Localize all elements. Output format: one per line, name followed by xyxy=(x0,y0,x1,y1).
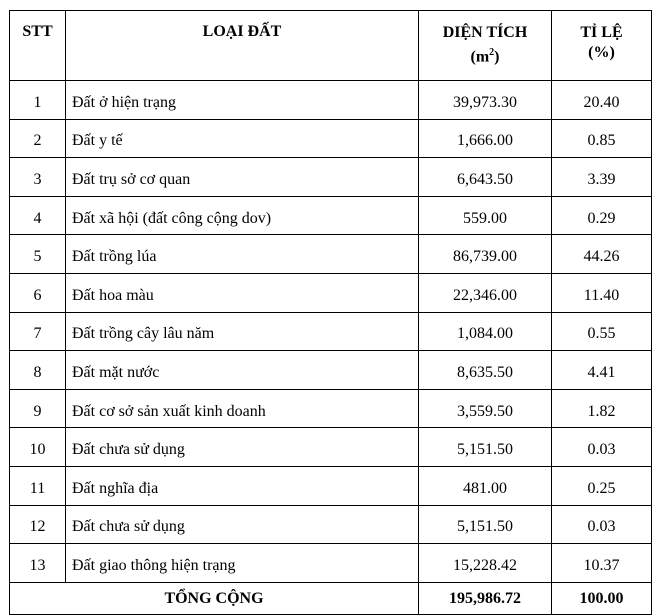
land-use-table-container xyxy=(9,10,649,615)
row-ti-le: 20.40 xyxy=(552,81,652,120)
row-ti-le: 0.55 xyxy=(552,312,652,351)
table-row xyxy=(10,158,652,197)
row-ti-le: 0.29 xyxy=(552,196,652,235)
table-row xyxy=(10,273,652,312)
header-loai-dat: LOẠI ĐẤT xyxy=(66,11,419,81)
row-loai-dat: Đất nghĩa địa xyxy=(66,466,419,505)
row-stt: 4 xyxy=(10,196,66,235)
unit-prefix: (m xyxy=(470,48,490,66)
table-row xyxy=(10,312,652,351)
row-loai-dat: Đất mặt nước xyxy=(66,351,419,390)
unit-suffix: ) xyxy=(494,48,500,66)
table-body xyxy=(10,81,652,583)
row-stt: 10 xyxy=(10,428,66,467)
row-dien-tich: 8,635.50 xyxy=(419,351,552,390)
row-loai-dat: Đất cơ sở sản xuất kinh doanh xyxy=(66,389,419,428)
table-row xyxy=(10,466,652,505)
row-dien-tich: 5,151.50 xyxy=(419,428,552,467)
row-dien-tich: 6,643.50 xyxy=(419,158,552,197)
row-stt: 8 xyxy=(10,351,66,390)
row-dien-tich: 5,151.50 xyxy=(419,505,552,544)
table-row xyxy=(10,119,652,158)
row-dien-tich: 481.00 xyxy=(419,466,552,505)
row-ti-le: 4.41 xyxy=(552,351,652,390)
header-ti-le-label: TỈ LỆ xyxy=(580,24,623,41)
table-row xyxy=(10,235,652,274)
header-stt: STT xyxy=(10,11,66,81)
row-dien-tich: 559.00 xyxy=(419,196,552,235)
row-stt: 6 xyxy=(10,273,66,312)
row-stt: 7 xyxy=(10,312,66,351)
row-loai-dat: Đất ở hiện trạng xyxy=(66,81,419,120)
table-row xyxy=(10,428,652,467)
row-dien-tich: 86,739.00 xyxy=(419,235,552,274)
row-loai-dat: Đất chưa sử dụng xyxy=(66,428,419,467)
row-stt: 13 xyxy=(10,544,66,583)
land-use-table xyxy=(9,10,652,615)
table-row xyxy=(10,81,652,120)
row-stt: 5 xyxy=(10,235,66,274)
row-dien-tich: 1,666.00 xyxy=(419,119,552,158)
row-loai-dat: Đất trụ sở cơ quan xyxy=(66,158,419,197)
header-dien-tich-unit xyxy=(419,43,551,67)
table-row xyxy=(10,351,652,390)
header-ti-le-unit: (%) xyxy=(588,44,615,61)
header-ti-le xyxy=(552,11,652,81)
row-ti-le: 0.03 xyxy=(552,428,652,467)
row-stt: 9 xyxy=(10,389,66,428)
row-stt: 2 xyxy=(10,119,66,158)
row-ti-le: 0.03 xyxy=(552,505,652,544)
table-row xyxy=(10,544,652,583)
row-dien-tich: 1,084.00 xyxy=(419,312,552,351)
row-dien-tich: 22,346.00 xyxy=(419,273,552,312)
row-ti-le: 3.39 xyxy=(552,158,652,197)
total-dien-tich: 195,986.72 xyxy=(419,582,552,615)
row-loai-dat: Đất trồng lúa xyxy=(66,235,419,274)
row-ti-le: 0.25 xyxy=(552,466,652,505)
total-ti-le: 100.00 xyxy=(552,582,652,615)
row-loai-dat: Đất chưa sử dụng xyxy=(66,505,419,544)
row-loai-dat: Đất y tế xyxy=(66,119,419,158)
row-dien-tich: 15,228.42 xyxy=(419,544,552,583)
row-loai-dat: Đất xã hội (đất công cộng dov) xyxy=(66,196,419,235)
row-stt: 11 xyxy=(10,466,66,505)
table-row xyxy=(10,505,652,544)
unit-superscript: 2 xyxy=(489,47,495,58)
row-stt: 1 xyxy=(10,81,66,120)
table-row xyxy=(10,196,652,235)
row-ti-le: 0.85 xyxy=(552,119,652,158)
row-loai-dat: Đất giao thông hiện trạng xyxy=(66,544,419,583)
row-ti-le: 11.40 xyxy=(552,273,652,312)
row-stt: 3 xyxy=(10,158,66,197)
row-loai-dat: Đất hoa màu xyxy=(66,273,419,312)
table-header-row xyxy=(10,11,652,81)
total-label: TỔNG CỘNG xyxy=(10,582,419,615)
header-dien-tich xyxy=(419,11,552,81)
row-loai-dat: Đất trồng cây lâu năm xyxy=(66,312,419,351)
table-total-row xyxy=(10,582,652,615)
row-ti-le: 10.37 xyxy=(552,544,652,583)
header-dien-tich-label: DIỆN TÍCH xyxy=(442,24,528,41)
row-ti-le: 1.82 xyxy=(552,389,652,428)
row-stt: 12 xyxy=(10,505,66,544)
row-ti-le: 44.26 xyxy=(552,235,652,274)
table-row xyxy=(10,389,652,428)
row-dien-tich: 3,559.50 xyxy=(419,389,552,428)
row-dien-tich: 39,973.30 xyxy=(419,81,552,120)
